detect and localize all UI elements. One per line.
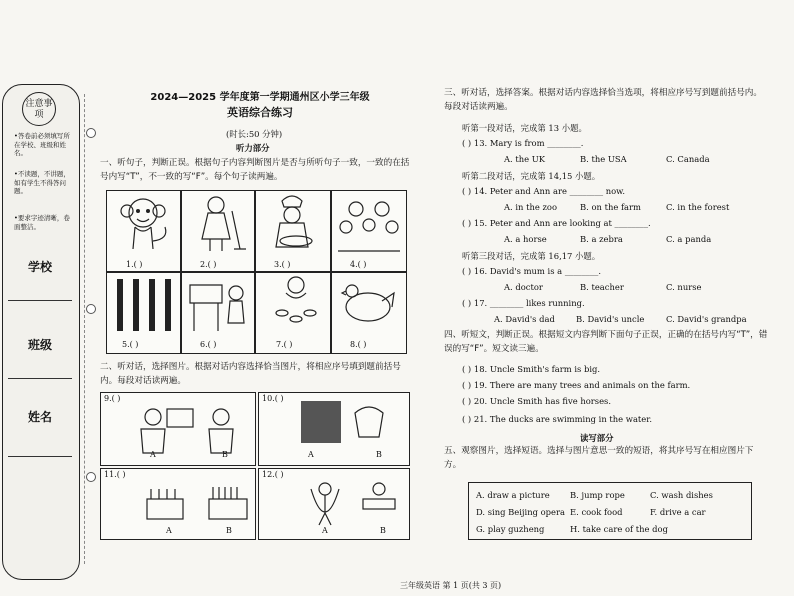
q14-option-c[interactable]: C. in the forest	[666, 202, 730, 212]
item-2[interactable]: 2.( )	[200, 260, 217, 269]
q11-option-b[interactable]: B	[226, 526, 232, 535]
monkey-icon	[107, 191, 180, 257]
picture-monkey	[106, 190, 181, 272]
class-label: 班级	[27, 338, 52, 352]
item-10[interactable]: 10.( )	[262, 394, 284, 403]
q16-option-b[interactable]: B. teacher	[580, 282, 624, 292]
q10-option-b[interactable]: B	[376, 450, 382, 459]
q15-option-a[interactable]: A. a horse	[504, 234, 547, 244]
q9-option-a[interactable]: A	[150, 450, 156, 459]
forest-zoo-icon	[259, 393, 409, 465]
q16-option-a[interactable]: A. doctor	[504, 282, 543, 292]
item-1[interactable]: 1.( )	[126, 260, 143, 269]
question-16: ( ) 16. David's mum is a ________.	[462, 266, 601, 276]
phrase-d: D. sing Beijing opera	[476, 507, 565, 517]
cook-icon	[256, 191, 330, 257]
section1-instruction: 一、听句子，判断正误。根据句子内容判断图片是否与所听句子一致，一致的在括号内写“T”，不一致的写“F”。每个句子读两遍。	[100, 158, 410, 182]
q9-option-b[interactable]: B	[222, 450, 228, 459]
notice-1: •答卷前必须填写所在学校、班级和姓名。	[14, 132, 70, 157]
item-11[interactable]: 11.( )	[104, 470, 126, 479]
statement-18: ( ) 18. Uncle Smith's farm is big.	[462, 364, 601, 374]
picture-cook	[255, 190, 331, 272]
piano-icon	[182, 273, 254, 339]
q9-box	[100, 392, 256, 466]
binding-hole	[86, 128, 96, 138]
dialogue3-note: 听第三段对话，完成第 16,17 小题。	[462, 251, 601, 261]
statement-20: ( ) 20. Uncle Smith has five horses.	[462, 396, 611, 406]
q17-option-a[interactable]: A. David's dad	[494, 314, 555, 324]
q14-option-a[interactable]: A. in the zoo	[504, 202, 557, 212]
q10-option-a[interactable]: A	[308, 450, 314, 459]
picture-pencils	[106, 272, 181, 354]
q16-option-c[interactable]: C. nurse	[666, 282, 702, 292]
dumplings-icon	[256, 273, 330, 339]
dialogue1-note: 听第一段对话，完成第 13 小题。	[462, 123, 587, 133]
phrase-b: B. jump rope	[570, 490, 625, 500]
duration: (时长:50 分钟)	[226, 129, 283, 139]
phrase-a: A. draw a picture	[476, 490, 550, 500]
exam-title: 2024—2025 学年度第一学期通州区小学三年级	[150, 92, 370, 103]
item-9[interactable]: 9.( )	[104, 394, 121, 403]
item-3[interactable]: 3.( )	[274, 260, 291, 269]
q15-option-c[interactable]: C. a panda	[666, 234, 712, 244]
item-12[interactable]: 12.( )	[262, 470, 284, 479]
class-line[interactable]	[8, 378, 72, 379]
listening-heading: 听力部分	[236, 143, 270, 153]
picture-piano	[181, 272, 255, 354]
notice-3: •要求字迹清晰，卷面整洁。	[14, 214, 70, 231]
q14-option-b[interactable]: B. on the farm	[580, 202, 641, 212]
exam-subtitle: 英语综合练习	[227, 106, 293, 119]
q12-option-b[interactable]: B	[380, 526, 386, 535]
picture-girl-sweeping	[181, 190, 255, 272]
item-8[interactable]: 8.( )	[350, 340, 367, 349]
hen-icon	[332, 273, 406, 339]
q13-option-a[interactable]: A. the UK	[504, 154, 546, 164]
student-info-sidebar	[2, 84, 80, 580]
section5-instruction: 五、观察图片，选择短语。选择与图片意思一致的短语，将其序号写在相应图片下方。	[444, 446, 754, 470]
picture-family	[331, 190, 407, 272]
statement-19: ( ) 19. There are many trees and animals on the farm.	[462, 380, 691, 390]
phrase-c: C. wash dishes	[650, 490, 713, 500]
q10-box	[258, 392, 410, 466]
page-footer: 三年级英语 第 1 页(共 3 页)	[400, 581, 502, 590]
q17-option-c[interactable]: C. David's grandpa	[666, 314, 747, 324]
binding-line	[84, 94, 85, 564]
q17-option-b[interactable]: B. David's uncle	[576, 314, 645, 324]
item-4[interactable]: 4.( )	[350, 260, 367, 269]
teacher-doctor-icon	[101, 393, 255, 465]
section2-instruction: 二、听对话，选择图片。根据对话内容选择恰当图片，将相应序号填到题前括号内。每段对话读两遍。	[100, 362, 401, 386]
item-7[interactable]: 7.( )	[276, 340, 293, 349]
school-line[interactable]	[8, 300, 72, 301]
question-15: ( ) 15. Peter and Ann are looking at ________.	[462, 218, 651, 228]
q13-option-b[interactable]: B. the USA	[580, 154, 627, 164]
question-13: ( ) 13. Mary is from ________.	[462, 138, 584, 148]
phrase-h: H. take care of the dog	[570, 524, 668, 534]
q11-option-a[interactable]: A	[166, 526, 172, 535]
phrase-f: F. drive a car	[650, 507, 706, 517]
statement-21: ( ) 21. The ducks are swimming in the water.	[462, 414, 652, 424]
jump-rope-pingpong-icon	[259, 469, 409, 539]
name-line[interactable]	[8, 456, 72, 457]
picture-making-dumplings	[255, 272, 331, 354]
section4-instruction: 四、听短文，判断正误。根据短文内容判断下面句子正误，正确的在括号内写“T”，错误的写“F”。短文读三遍。	[444, 330, 768, 354]
section3-instruction: 三、听对话，选择答案。根据对话内容选择恰当选项，将相应序号写到题前括号内。每段对话读两遍。	[444, 88, 762, 112]
q15-option-b[interactable]: B. a zebra	[580, 234, 623, 244]
notice-2: •不读题，不讲题，如有学生不得答问题。	[14, 170, 70, 195]
binding-hole	[86, 304, 96, 314]
q12-option-a[interactable]: A	[322, 526, 328, 535]
q13-option-c[interactable]: C. Canada	[666, 154, 710, 164]
name-label: 姓名	[27, 410, 52, 424]
pencils-icon	[107, 273, 180, 339]
picture-hen	[331, 272, 407, 354]
family-icon	[332, 191, 406, 257]
item-5[interactable]: 5.( )	[122, 340, 139, 349]
question-17: ( ) 17. ________ likes running.	[462, 298, 585, 308]
phrase-g: G. play guzheng	[476, 524, 545, 534]
dialogue2-note: 听第二段对话，完成第 14,15 小题。	[462, 171, 601, 181]
question-14: ( ) 14. Peter and Ann are ________ now.	[462, 186, 625, 196]
item-6[interactable]: 6.( )	[200, 340, 217, 349]
binding-hole	[86, 472, 96, 482]
reading-writing-heading: 读写部分	[580, 433, 614, 443]
notice-badge: 注意事项	[22, 92, 56, 126]
school-label: 学校	[27, 260, 52, 274]
girl-sweeping-icon	[182, 191, 254, 257]
phrase-e: E. cook food	[570, 507, 623, 517]
